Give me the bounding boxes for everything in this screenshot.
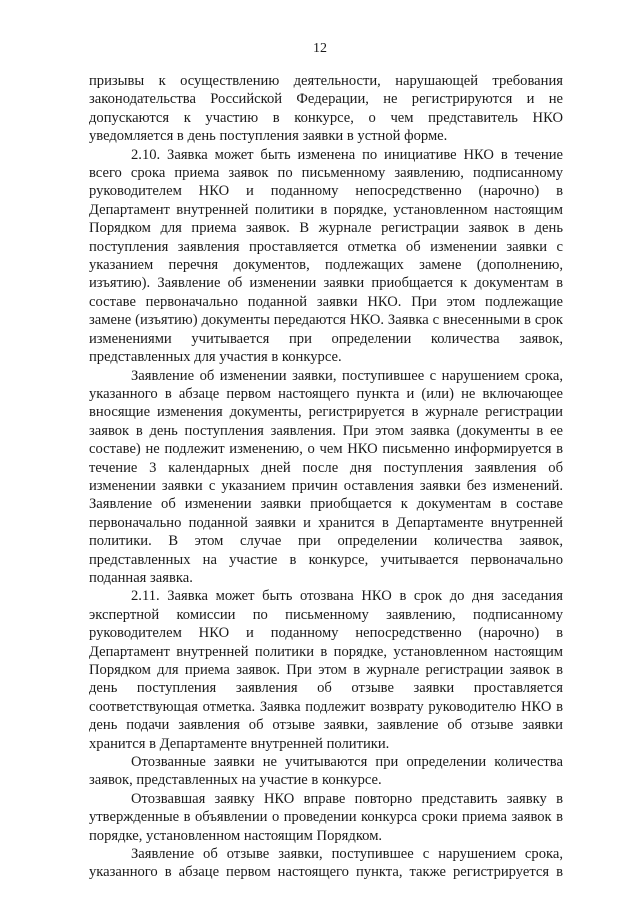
paragraph-p-2-11-resubmit: Отозвавшая заявку НКО вправе повторно представить заявку в утвержденные в объявлении о проведении конкурса сроки приема заявок в порядке, установленном настоящим Порядком.: [89, 790, 563, 844]
paragraph-p-2-10-late: Заявление об изменении заявки, поступившее с нарушением срока, указанного в абзаце первом настоящего пункта и (или) не включающее вносящие изменения документы, регистрируется в журнале регистрации заявок в день поступления заявления. При этом заявка (документы в ее составе) не подлежит изменению, о чем НКО письменно информируется в течение 3 календарных дней после дня поступления заявления об изменении заявки с указанием причин оставления заявки без изменений. Заявление об изменении заявки приобщается к документам в составе первоначально поданной заявки и хранится в Департаменте внутренней политики. В этом случае при определении количества заявок, представленных на участие в конкурсе, учитывается первоначально поданная заявка.: [89, 367, 563, 586]
paragraph-p-2-11-late: Заявление об отзыве заявки, поступившее с нарушением срока, указанного в абзаце первом настоящего пункта, также регистрируется в: [89, 846, 563, 881]
page-number: 12: [313, 41, 327, 56]
paragraph-p-continuation: призывы к осуществлению деятельности, нарушающей требования законодательства Российской Федерации, не регистрируются и не допускаются к участию в конкурсе, о чем представитель НКО уведомляется в день поступления заявки в устной форме.: [89, 73, 563, 145]
document-body: [89, 72, 563, 882]
paragraph-p-2-11-withdrawn: Отозванные заявки не учитываются при определении количества заявок, представленных на участие в конкурсе.: [89, 754, 563, 789]
paragraph-p-2-10: 2.10. Заявка может быть изменена по инициативе НКО в течение всего срока приема заявок по письменному заявлению, подписанному руководителем НКО и поданному непосредственно (нарочно) в Департамент внутренней политики в порядке, установленном настоящим Порядком для приема заявок. В журнале регистрации заявок в день поступления заявления проставляется отметка об изменении заявки с указанием перечня документов, подлежащих замене (дополнению, изъятию). Заявление об изменении заявки приобщается к документам в составе первоначально поданной заявки НКО. При этом подлежащие замене (изъятию) документы передаются НКО. Заявка с внесенными в срок изменениями учитывается при определении количества заявок, представленных для участия в конкурсе.: [89, 146, 563, 366]
paragraph-p-2-11: 2.11. Заявка может быть отозвана НКО в срок до дня заседания экспертной комиссии по письменному заявлению, подписанному руководителем НКО и поданному непосредственно (нарочно) в Департамент внутренней политики в порядке, установленном настоящим Порядком для приема заявок. При этом в журнале регистрации заявок в день поступления заявления об отзыве заявки проставляется соответствующая отметка. Заявка подлежит возврату руководителю НКО в день подачи заявления об отзыве заявки, заявление об отзыве заявки хранится в Департаменте внутренней политики.: [89, 588, 563, 752]
